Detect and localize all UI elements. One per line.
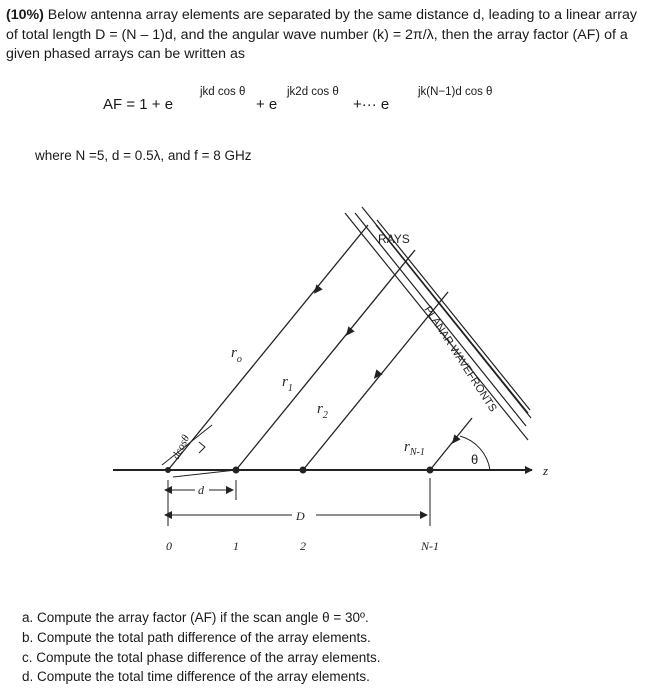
z-axis-label: z: [543, 463, 549, 478]
problem-points: (10%): [6, 7, 44, 23]
formula-exp-2: jk2d cos θ: [287, 86, 339, 98]
r0-sub: o: [236, 354, 242, 365]
theta-label: θ: [471, 452, 479, 467]
element-0: [165, 467, 171, 473]
formula-exp-3: jk(N−1)d cos θ: [418, 86, 493, 98]
d-label: d: [198, 483, 204, 497]
formula-term-3: +··· e: [353, 96, 390, 113]
ray-0: [168, 225, 368, 470]
given-values: where N =5, d = 0.5λ, and f = 8 GHz: [35, 148, 252, 163]
r1-sub: 1: [287, 383, 293, 394]
task-c: c. Compute the total phase difference of the array elements.: [22, 649, 381, 665]
rn-sub: N-1: [409, 447, 425, 458]
formula-exp-1: jkd cos θ: [200, 86, 246, 98]
rays-label: RAYS: [378, 232, 410, 246]
task-d: d. Compute the total time difference of the array elements.: [22, 669, 370, 685]
rn-main: r: [404, 439, 410, 455]
r2-sub: 2: [322, 410, 328, 421]
ray-n-1: [430, 418, 472, 470]
r0-label: [231, 345, 242, 365]
projection-line: [173, 470, 236, 477]
element-label-n-1: N-1: [421, 539, 439, 553]
task-a: a. Compute the array factor (AF) if the scan angle θ = 30º.: [22, 610, 369, 625]
formula-lhs: AF = 1 + e: [103, 96, 174, 113]
wavefront-4: [377, 220, 530, 410]
element-label-0: 0: [166, 539, 172, 553]
rn-label: [404, 439, 425, 458]
wavefront-5: [376, 225, 531, 418]
r2-main: r: [317, 401, 323, 417]
r1-label: [282, 374, 293, 394]
formula-term-2: + e: [256, 96, 278, 113]
ray-1: [236, 250, 415, 470]
element-1: [233, 467, 240, 474]
task-b: b. Compute the total path difference of the array elements.: [22, 629, 371, 645]
wavefronts-label: PLANAR WAVEFRONTS: [421, 304, 499, 415]
r2-label: [317, 401, 328, 421]
element-2: [300, 467, 307, 474]
ray-2: [303, 292, 448, 470]
task-list: [22, 608, 380, 687]
r0-main: r: [231, 345, 237, 361]
r1-main: r: [282, 374, 288, 390]
problem-text: Below antenna array elements are separated by the same distance d, leading to a linear array of total length D = (N – 1)d, and the angular wave number (k) = 2π/λ, then the array factor (AF) of a given phased arrays can be written as: [6, 7, 637, 62]
ray-arrow-0: [311, 284, 323, 296]
D-label: D: [296, 509, 305, 523]
element-label-2: 2: [300, 539, 306, 553]
dcos-label: dcosθ: [169, 433, 193, 462]
right-angle-mark: [199, 442, 205, 453]
element-n-1: [427, 467, 434, 474]
element-label-1: 1: [233, 539, 239, 553]
